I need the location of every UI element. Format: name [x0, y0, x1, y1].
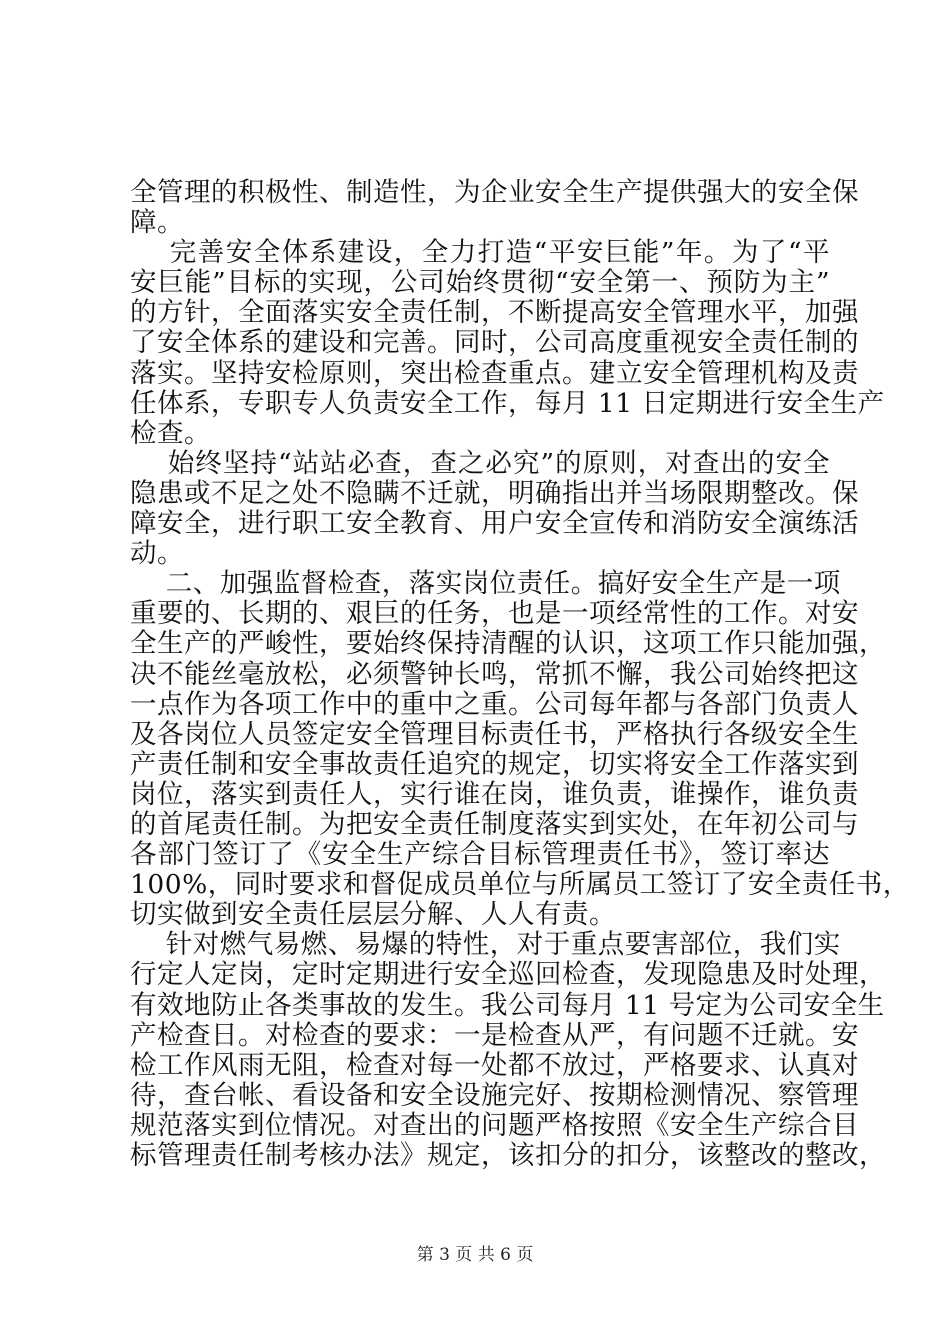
text-line: 规范落实到位情况。对查出的问题严格按照《安全生产综合目 [130, 1109, 859, 1141]
text-line: 安巨能”目标的实现，公司始终贯彻“安全第一、预防为主” [130, 267, 830, 299]
text-line: 岗位，落实到责任人，实行谁在岗，谁负责，谁操作，谁负责 [130, 778, 859, 810]
text-line: 100%，同时要求和督促成员单位与所属员工签订了安全责任书， [130, 869, 910, 901]
text-line: 及各岗位人员签定安全管理目标责任书，严格执行各级安全生 [130, 718, 859, 750]
text-line: 障安全，进行职工安全教育、用户安全宣传和消防安全演练活 [130, 508, 859, 540]
text-line: 始终坚持“站站必查，查之必究”的原则，对查出的安全 [130, 447, 830, 479]
text-line: 有效地防止各类事故的发生。我公司每月 11 号定为公司安全生 [130, 989, 885, 1021]
text-line: 切实做到安全责任层层分解、人人有责。 [130, 899, 616, 931]
text-line: 的首尾责任制。为把安全责任制度落实到实处，在年初公司与 [130, 808, 859, 840]
text-line: 检查。 [130, 417, 211, 449]
text-line: 检工作风雨无阻，检查对每一处都不放过，严格要求、认真对 [130, 1049, 859, 1081]
text-line: 全生产的严峻性，要始终保持清醒的认识，这项工作只能加强， [130, 628, 886, 660]
text-line: 行定人定岗，定时定期进行安全巡回检查，发现隐患及时处理， [130, 959, 886, 991]
page-footer: 第 3 页 共 6 页 [416, 1245, 534, 1265]
text-line: 针对燃气易燃、易爆的特性，对于重点要害部位，我们实 [130, 929, 841, 961]
text-line: 二、加强监督检查，落实岗位责任。搞好安全生产是一项 [130, 568, 841, 600]
text-line: 产检查日。对检查的要求：一是检查从严，有问题不迁就。安 [130, 1019, 859, 1051]
text-line: 全管理的积极性、制造性，为企业安全生产提供强大的安全保 [130, 177, 859, 208]
text-line: 标管理责任制考核办法》规定，该扣分的扣分，该整改的整改， [130, 1140, 886, 1171]
text-line: 完善安全体系建设，全力打造“平安巨能”年。为了“平 [130, 237, 830, 269]
text-line: 落实。坚持安检原则，突出检查重点。建立安全管理机构及责 [130, 357, 859, 389]
text-line: 任体系，专职专人负责安全工作，每月 11 日定期进行安全生产 [130, 387, 885, 419]
text-line: 动。 [130, 538, 184, 570]
text-line: 产责任制和安全事故责任追究的规定，切实将安全工作落实到 [130, 748, 859, 780]
text-line: 隐患或不足之处不隐瞒不迁就，明确指出并当场限期整改。保 [130, 477, 859, 509]
text-line: 的方针，全面落实安全责任制，不断提高安全管理水平，加强 [130, 297, 859, 329]
text-line: 一点作为各项工作中的重中之重。公司每年都与各部门负责人 [130, 688, 859, 720]
text-line: 待，查台帐、看设备和安全设施完好、按期检测情况、察管理 [130, 1079, 859, 1111]
text-line: 重要的、长期的、艰巨的任务，也是一项经常性的工作。对安 [130, 598, 859, 630]
text-line: 障。 [130, 207, 184, 239]
text-line: 了安全体系的建设和完善。同时，公司高度重视安全责任制的 [130, 327, 859, 359]
text-line: 各部门签订了《安全生产综合目标管理责任书》，签订率达 [130, 839, 830, 871]
text-line: 决不能丝毫放松，必须警钟长鸣，常抓不懈，我公司始终把这 [130, 658, 859, 690]
document-body [130, 177, 910, 1171]
